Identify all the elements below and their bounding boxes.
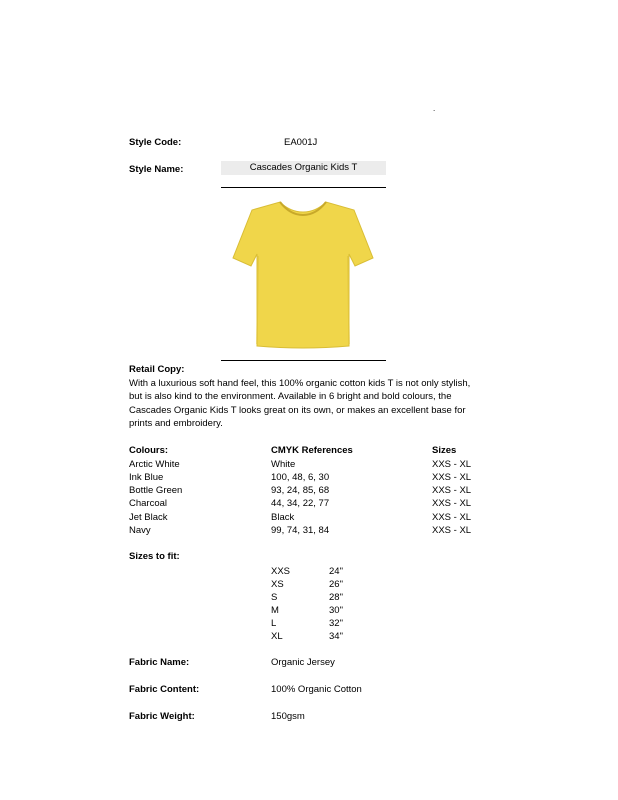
fit-chest: 30" xyxy=(329,605,343,616)
retail-copy-label: Retail Copy: xyxy=(129,364,185,375)
colour-cmyk: White xyxy=(271,459,296,470)
colour-name: Bottle Green xyxy=(129,485,183,496)
fit-chest: 26" xyxy=(329,579,343,590)
fit-size: XXS xyxy=(271,566,291,577)
fabric-weight-label: Fabric Weight: xyxy=(129,711,195,722)
header-mark: . xyxy=(433,104,436,113)
colour-sizes: XXS - XL xyxy=(432,512,472,523)
style-code-value: EA001J xyxy=(284,137,318,148)
sizes-header: Sizes xyxy=(432,445,457,456)
colour-name: Ink Blue xyxy=(129,472,164,483)
colour-sizes: XXS - XL xyxy=(432,525,472,536)
tshirt-icon xyxy=(228,196,378,350)
fabric-weight-value: 150gsm xyxy=(271,711,305,722)
fit-size: XS xyxy=(271,579,284,590)
fit-chest: 32" xyxy=(329,618,343,629)
colour-cmyk: 99, 74, 31, 84 xyxy=(271,525,330,536)
fabric-name-label: Fabric Name: xyxy=(129,657,190,668)
colour-sizes: XXS - XL xyxy=(432,485,472,496)
fabric-name-value: Organic Jersey xyxy=(271,657,335,668)
colour-sizes: XXS - XL xyxy=(432,459,472,470)
fabric-content-label: Fabric Content: xyxy=(129,684,200,695)
tshirt-body xyxy=(233,202,373,348)
colour-cmyk: 100, 48, 6, 30 xyxy=(271,472,330,483)
fit-size: L xyxy=(271,618,277,629)
tshirt-fold-left xyxy=(257,256,258,344)
fit-chest: 24" xyxy=(329,566,343,577)
colour-name: Navy xyxy=(129,525,151,536)
style-name-label: Style Name: xyxy=(129,164,184,175)
image-bottom-divider xyxy=(221,360,386,361)
style-name-field: Cascades Organic Kids T xyxy=(221,161,386,175)
colour-sizes: XXS - XL xyxy=(432,498,472,509)
fabric-content-value: 100% Organic Cotton xyxy=(271,684,362,695)
fit-chest: 28" xyxy=(329,592,343,603)
colour-cmyk: 44, 34, 22, 77 xyxy=(271,498,330,509)
colour-name: Jet Black xyxy=(129,512,168,523)
colour-sizes: XXS - XL xyxy=(432,472,472,483)
colour-cmyk: Black xyxy=(271,512,295,523)
fit-size: S xyxy=(271,592,278,603)
image-top-divider xyxy=(221,187,386,188)
colour-name: Charcoal xyxy=(129,498,168,509)
colours-header: Colours: xyxy=(129,445,169,456)
sizes-to-fit-label: Sizes to fit: xyxy=(129,551,180,562)
colour-name: Arctic White xyxy=(129,459,180,470)
fit-size: XL xyxy=(271,631,283,642)
fit-size: M xyxy=(271,605,279,616)
retail-copy-text: With a luxurious soft hand feel, this 100% organic cotton kids T is not only stylish, but is also kind to the environment. Available in 6 bright and bold colours, the Cascades Organic Kids T looks great on its own, or makes an excellent base for prints and embroidery. xyxy=(129,378,471,429)
tshirt-fold-right xyxy=(348,256,349,344)
fit-chest: 34" xyxy=(329,631,343,642)
cmyk-header: CMYK References xyxy=(271,445,353,456)
style-code-label: Style Code: xyxy=(129,137,182,148)
colour-cmyk: 93, 24, 85, 68 xyxy=(271,485,330,496)
